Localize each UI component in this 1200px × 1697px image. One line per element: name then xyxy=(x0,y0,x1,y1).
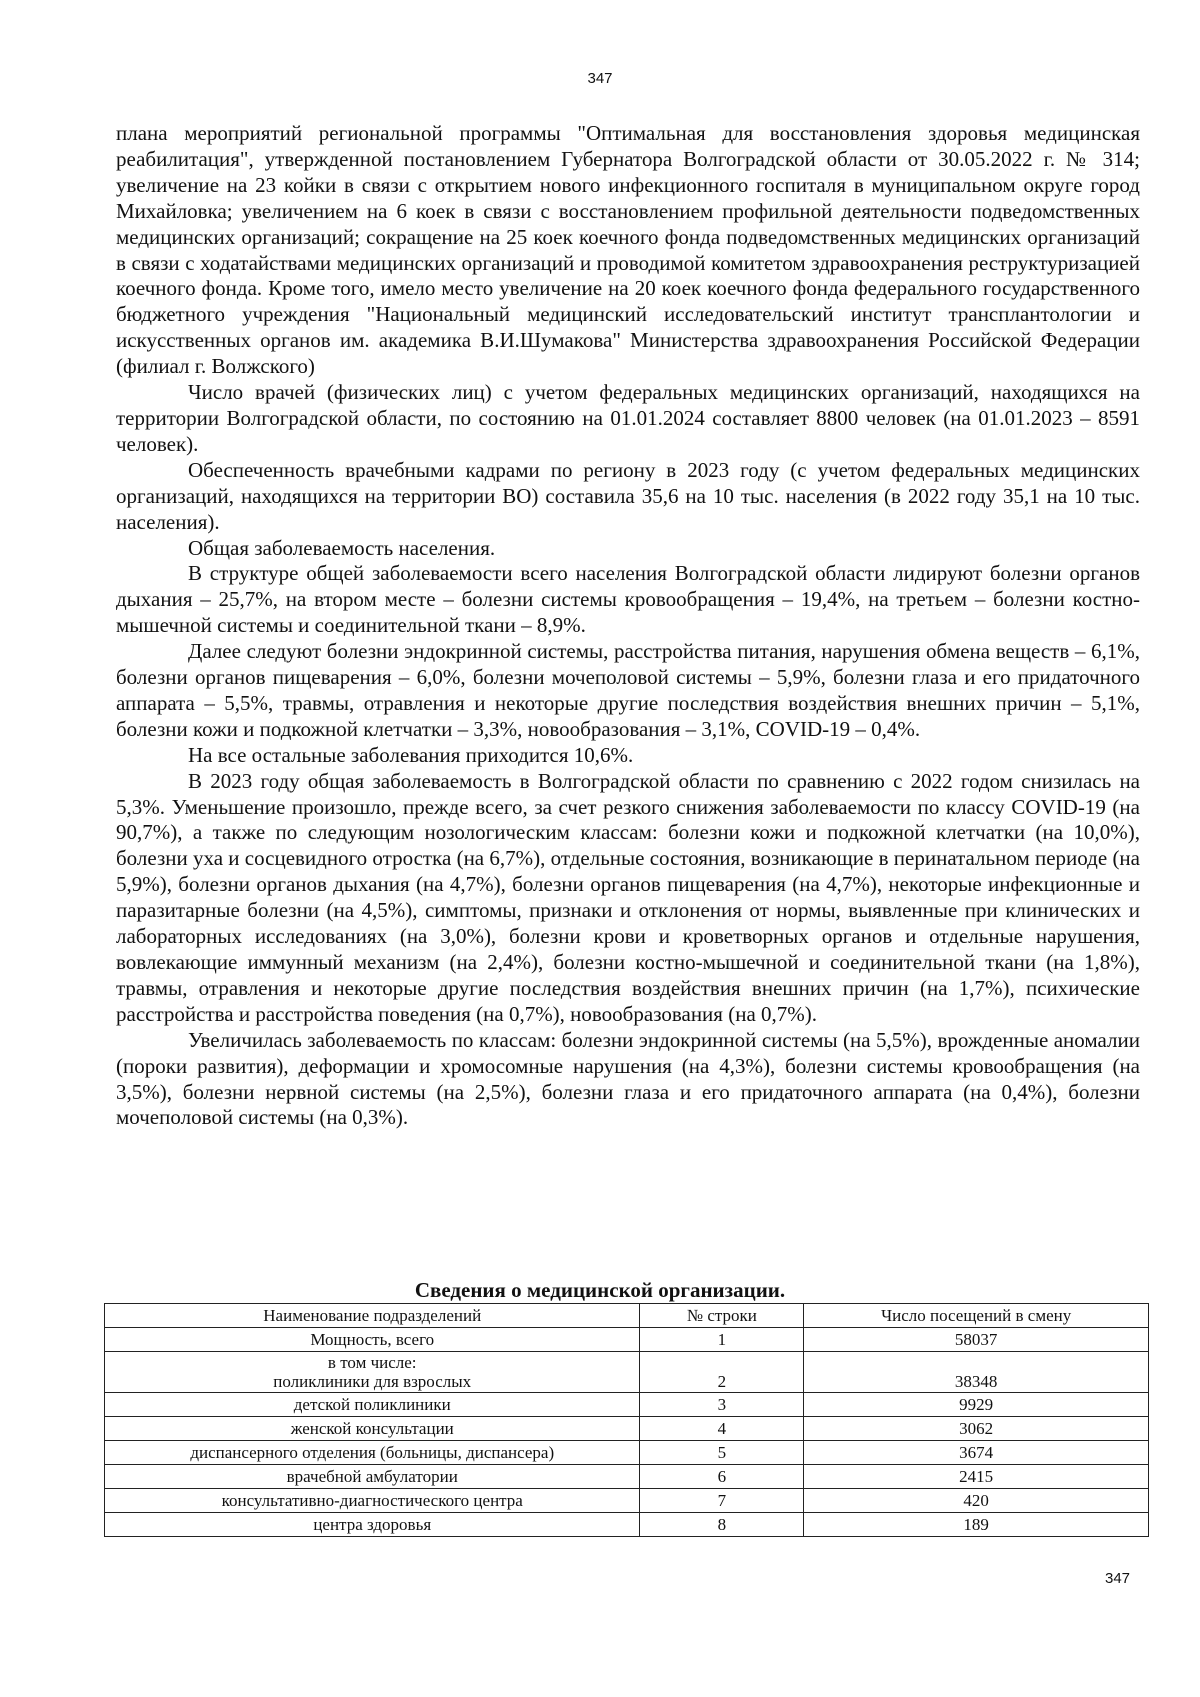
table-row xyxy=(105,1441,1149,1465)
paragraph-heading-morbidity: Общая заболеваемость населения. xyxy=(188,535,496,560)
cell-row-number: 3 xyxy=(640,1393,804,1417)
table-row xyxy=(105,1465,1149,1489)
cell-row-number: 7 xyxy=(640,1489,804,1513)
cell-row-number: 2 xyxy=(640,1352,804,1393)
cell-row-number: 1 xyxy=(640,1328,804,1352)
cell-name: консультативно-диагностического центра xyxy=(105,1489,640,1513)
paragraph-other-diseases: На все остальные заболевания приходится 10,6%. xyxy=(188,742,634,767)
paragraph-staffing: Обеспеченность врачебными кадрами по региону в 2023 году (с учетом федеральных медицинских организаций, находящихся на территории ВО) составила 35,6 на 10 тыс. населения (в 2022 году 35,1 на 10 тыс. населения). xyxy=(116,457,1140,534)
cell-name: поликлиники для взрослых xyxy=(273,1372,472,1391)
cell-visits: 2415 xyxy=(804,1465,1149,1489)
cell-visits: 58037 xyxy=(804,1328,1149,1352)
cell-prefix: в том числе: xyxy=(327,1353,417,1372)
table-row xyxy=(105,1489,1149,1513)
cell-name-with-prefix xyxy=(105,1352,640,1393)
cell-visits: 38348 xyxy=(804,1352,1149,1393)
table-row xyxy=(105,1328,1149,1352)
table-header-row xyxy=(105,1304,1149,1328)
table-row xyxy=(105,1417,1149,1441)
cell-visits: 189 xyxy=(804,1513,1149,1537)
table-title: Сведения о медицинской организации. xyxy=(414,1278,786,1302)
header-visits: Число посещений в смену xyxy=(804,1304,1149,1328)
paragraph-doctors-count: Число врачей (физических лиц) с учетом федеральных медицинских организаций, находящихся на территории Волгоградской области, по состоянию на 01.01.2024 составляет 8800 человек (на 01.01.2023 – 8591 человек). xyxy=(116,380,1140,456)
page-number-top: 347 xyxy=(587,70,613,87)
cell-visits: 420 xyxy=(804,1489,1149,1513)
cell-name: Мощность, всего xyxy=(105,1328,640,1352)
cell-name: центра здоровья xyxy=(105,1513,640,1537)
cell-visits: 3674 xyxy=(804,1441,1149,1465)
paragraph-continuation: плана мероприятий региональной программы "Оптимальная для восстановления здоровья медицинская реабилитация", утвержденной постановлением Губернатора Волгоградской области от 30.05.2022 г. № 314; увеличение на 23 койки в связи с открытием нового инфекционного госпиталя в муниципальном округе город Михайловка; увеличением на 6 коек в связи с восстановлением профильной деятельности подведомственных медицинских организаций; сокращение на 25 коек коечного фонда подведомственных медицинских организаций в связи с ходатайствами медицинских организаций и проводимой комитетом здравоохранения реструктуризацией коечного фонда. Кроме того, имело место увеличение на 20 коек коечного фонда федерального государственного бюджетного учреждения "Национальный медицинский исследовательский институт трансплантологии и искусственных органов им. академика В.И.Шумакова" Министерства здравоохранения Российской Федерации (филиал г. Волжского) xyxy=(116,121,1140,379)
paragraph-decrease: В 2023 году общая заболеваемость в Волгоградской области по сравнению с 2022 годом снизилась на 5,3%. Уменьшение произошло, прежде всего, за счет резкого снижения заболеваемости по классу COVID-19 (на 90,7%), а также по следующим нозологическим классам: болезни кожи и подкожной клетчатки (на 10,0%), болезни уха и сосцевидного отростка (на 6,7%), отдельные состояния, возникающие в перинатальном периоде (на 5,9%), болезни органов дыхания (на 4,7%), болезни органов пищеварения (на 4,7%), некоторые инфекционные и паразитарные болезни (на 4,5%), симптомы, признаки и отклонения от нормы, выявленные при клинических и лабораторных исследованиях (на 3,0%), болезни крови и кроветворных органов и отдельные нарушения, вовлекающие иммунный механизм (на 2,4%), болезни костно-мышечной и соединительной ткани (на 1,8%), травмы, отравления и некоторые другие последствия воздействия внешних причин (на 1,7%), психические расстройства и расстройства поведения (на 0,7%), новообразования (на 0,7%). xyxy=(116,768,1140,1026)
paragraph-morbidity-next: Далее следуют болезни эндокринной системы, расстройства питания, нарушения обмена веществ – 6,1%, болезни органов пищеварения – 6,0%, болезни мочеполовой системы – 5,9%, болезни глаза и его придаточного аппарата – 5,5%, травмы, отравления и некоторые другие последствия воздействия внешних причин – 5,1%, болезни кожи и подкожной клетчатки – 3,3%, новообразования – 3,1%, COVID-19 – 0,4%. xyxy=(116,639,1140,741)
header-row-number: № строки xyxy=(640,1304,804,1328)
cell-row-number: 5 xyxy=(640,1441,804,1465)
body-text xyxy=(116,121,1140,1131)
table-row xyxy=(105,1352,1149,1393)
table-row xyxy=(105,1513,1149,1537)
cell-name: диспансерного отделения (больницы, диспансера) xyxy=(105,1441,640,1465)
cell-visits: 9929 xyxy=(804,1393,1149,1417)
paragraph-morbidity-structure: В структуре общей заболеваемости всего населения Волгоградской области лидируют болезни органов дыхания – 25,7%, на втором месте – болезни системы кровообращения – 19,4%, на третьем – болезни костно-мышечной системы и соединительной ткани – 8,9%. xyxy=(116,561,1140,638)
cell-name: врачебной амбулатории xyxy=(105,1465,640,1489)
table-row xyxy=(105,1393,1149,1417)
page-number-bottom: 347 xyxy=(1105,1570,1131,1587)
medical-organization-table xyxy=(104,1303,1149,1537)
cell-row-number: 4 xyxy=(640,1417,804,1441)
cell-name: детской поликлиники xyxy=(105,1393,640,1417)
cell-name: женской консультации xyxy=(105,1417,640,1441)
cell-visits: 3062 xyxy=(804,1417,1149,1441)
cell-row-number: 8 xyxy=(640,1513,804,1537)
paragraph-increase: Увеличилась заболеваемость по классам: болезни эндокринной системы (на 5,5%), врожденные аномалии (пороки развития), деформации и хромосомные нарушения (на 4,3%), болезни системы кровообращения (на 3,5%), болезни нервной системы (на 2,5%), болезни глаза и его придаточного аппарата (на 0,4%), болезни мочеполовой системы (на 0,3%). xyxy=(116,1027,1140,1130)
cell-row-number: 6 xyxy=(640,1465,804,1489)
header-name: Наименование подразделений xyxy=(105,1304,640,1328)
